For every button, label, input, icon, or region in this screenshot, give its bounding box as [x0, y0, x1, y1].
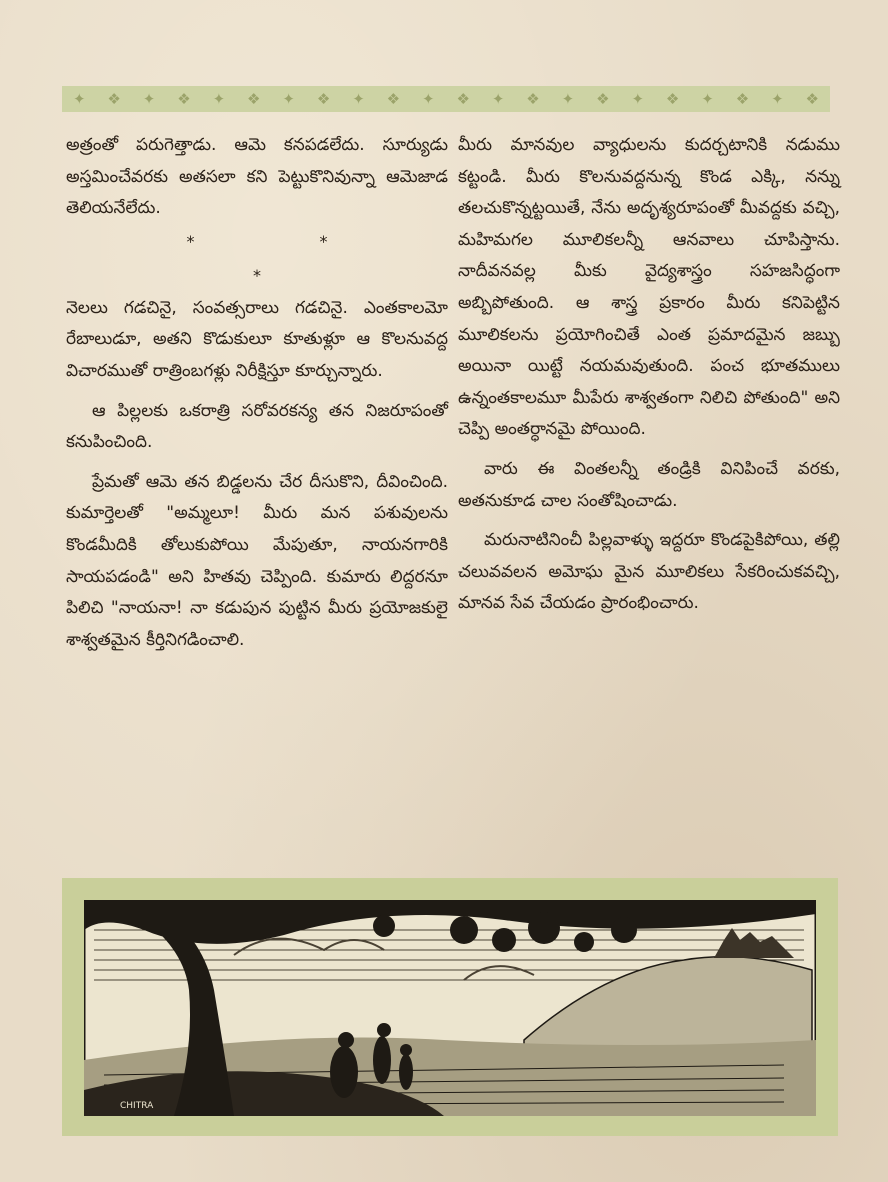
paragraph: ఆ పిల్లలకు ఒకరాత్రి సరోవరకన్య తన నిజరూపంతో కనుపించింది. [66, 400, 448, 453]
floral-motif-icon: ✦ [212, 90, 226, 108]
decorative-border-band [62, 86, 830, 112]
right-text-column [458, 130, 840, 620]
floral-motif-icon: ✦ [701, 90, 714, 108]
floral-motif-icon: ✦ [491, 90, 505, 108]
floral-motif-icon: ❖ [665, 90, 680, 108]
paragraph: నెలలు గడచినై, సంవత్సరాలు గడచినై. ఎంతకాలమో రేబాలుడూ, అతని కొడుకులూ కూతుళ్లూ ఆ కొలనువద్ద విచారముతో రాత్రింబగళ్లు నిరీక్షిస్తూ కూర్చున్నారు. [66, 297, 448, 381]
floral-motif-icon: ✦ [142, 90, 156, 108]
left-text-column [66, 130, 448, 656]
floral-motif-icon: ❖ [316, 90, 331, 108]
floral-motif-icon: ❖ [805, 90, 819, 108]
paragraph: మరునాటినించీ పిల్లవాళ్ళు ఇద్దరూ కొండపైకిపోయి, తల్లి చలువవలన అమోఘ మైన మూలికలు సేకరించుకవచ్చి, మానవ సేవ చేయడం ప్రారంభించారు. [458, 530, 840, 614]
paragraph: అత్రంతో పరుగెత్తాడు. ఆమె కనపడలేదు. సూర్యుడు అస్తమించేవరకు అతసలా కని పెట్టుకొనివున్నా ఆమెజాడ తెలియనేలేదు. [66, 135, 448, 219]
section-separator: * * * [186, 231, 388, 285]
paragraph: వారు ఈ వింతలన్నీ తండ్రికి వినిపించే వరకు, అతనుకూడ చాల సంతోషించాడు. [458, 458, 840, 511]
floral-motif-icon: ✦ [561, 90, 575, 108]
artist-signature: CHITRA [120, 1101, 154, 1111]
floral-motif-icon: ✦ [72, 90, 86, 108]
floral-motif-icon: ❖ [526, 90, 540, 108]
floral-motif-icon: ✦ [631, 90, 645, 108]
floral-motif-icon: ❖ [107, 90, 121, 108]
floral-motif-icon: ❖ [596, 90, 610, 108]
paragraph: ప్రేమతో ఆమె తన బిడ్డలను చేర దీసుకొని, దీవించింది. కుమార్తెలతో "అమ్మలూ! మీరు మన పశువులను కొండమీదికి తోలుకుపోయి మేపుతూ, నాయనగారికి సాయపడండి" అని హితవు చెప్పింది. కుమారు లిద్దరనూ పిలిచి "నాయనా! నా కడుపున పుట్టిన మీరు ప్రయోజకులై శాశ్వతమైన కీర్తినిగడించాలి. [66, 471, 448, 650]
floral-motif-icon: ❖ [247, 90, 261, 108]
floral-motif-icon: ❖ [735, 90, 750, 108]
floral-motif-icon: ✦ [282, 90, 295, 108]
landscape-tree-figures-illustration [84, 900, 816, 1116]
illustration-frame [62, 878, 838, 1136]
floral-motif-icon: ❖ [386, 90, 401, 108]
floral-motif-icon: ❖ [456, 90, 470, 108]
floral-motif-icon: ❖ [177, 90, 191, 108]
floral-motif-icon: ✦ [771, 90, 784, 108]
floral-motif-icon: ✦ [422, 90, 435, 108]
paragraph: మీరు మానవుల వ్యాధులను కుదర్చటానికి నడుము కట్టండి. మీరు కొలనువద్దనున్న కొండ ఎక్కి, నన్ను తలచుకొన్నట్టయితే, నేను అదృశ్యరూపంతో మీవద్దకు వచ్చి, మహిమగల మూలికలన్నీ ఆనవాలు చూపిస్తాను. నాదీవనవల్ల మీకు వైద్యశాస్త్రం సహజసిద్ధంగా అబ్బిపోతుంది. ఆ శాస్త్ర ప్రకారం మీరు కనిపెట్టిన మూలికలను ప్రయోగించితే ఎంత ప్రమాదమైన జబ్బు అయినా యిట్టే నయమవుతుంది. పంచ భూతములు ఉన్నంతకాలమూ మీపేరు శాశ్వతంగా నిలిచి పోతుంది" అని చెప్పి అంతర్ధానమై పోయింది. [458, 135, 840, 440]
floral-motif-icon: ✦ [352, 90, 365, 108]
